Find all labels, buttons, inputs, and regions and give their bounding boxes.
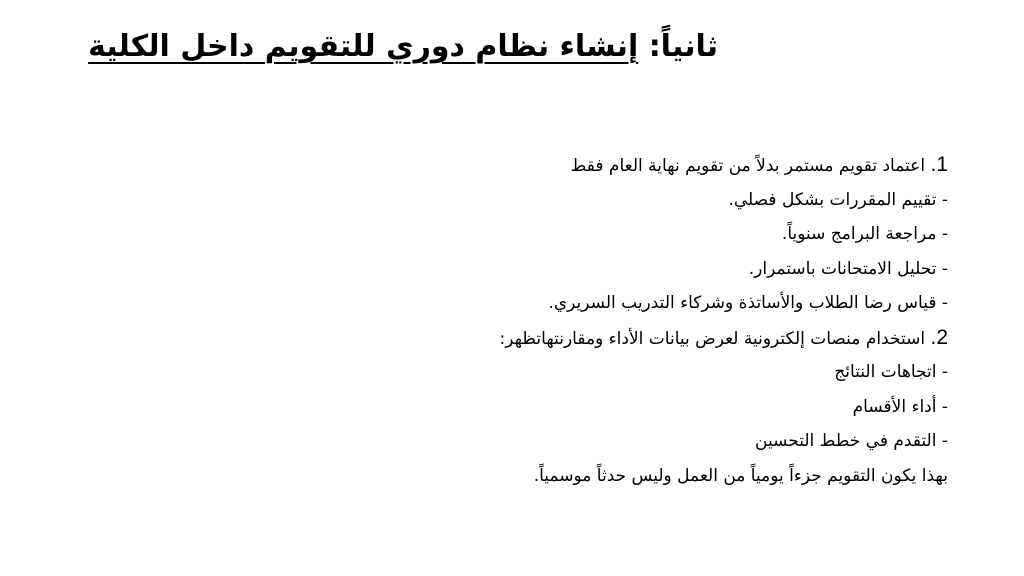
list-item (328, 390, 948, 425)
item-text: استخدام منصات إلكترونية لعرض بيانات الأداء ومقارنتهاتظهر: (499, 328, 926, 349)
item-text: - قياس رضا الطلاب والأساتذة وشركاء التدريب السريري. (548, 293, 948, 313)
closing-line (328, 459, 948, 494)
list-item (328, 286, 948, 321)
list-item (328, 321, 948, 356)
list-item (328, 148, 948, 183)
list-item (328, 424, 948, 459)
list-item (328, 217, 948, 252)
item-number: 1. (930, 153, 948, 176)
slide-title (88, 22, 718, 72)
slide-body (328, 148, 948, 493)
item-number: 2. (930, 325, 948, 349)
item-text: بهذا يكون التقويم جزءاً يومياً من العمل وليس حدثاً موسمياً. (533, 465, 948, 486)
item-text: - التقدم في خطط التحسين (755, 431, 948, 451)
item-text: - تحليل الامتحانات باستمرار. (748, 258, 948, 279)
item-text: - أداء الأقسام (852, 396, 948, 417)
item-text: - مراجعة البرامج سنوياً. (781, 224, 948, 244)
title-prefix: ثانياً: (648, 29, 718, 64)
item-text: - تقييم المقررات بشكل فصلي. (728, 189, 948, 210)
list-item (328, 252, 948, 287)
list-item (328, 183, 948, 218)
list-item (328, 355, 948, 390)
title-main: إنشاء نظام دوري للتقويم داخل الكلية (88, 29, 639, 64)
item-text: - اتجاهات النتائج (834, 362, 948, 382)
item-text: اعتماد تقويم مستمر بدلاً من تقويم نهاية العام فقط (570, 156, 926, 176)
